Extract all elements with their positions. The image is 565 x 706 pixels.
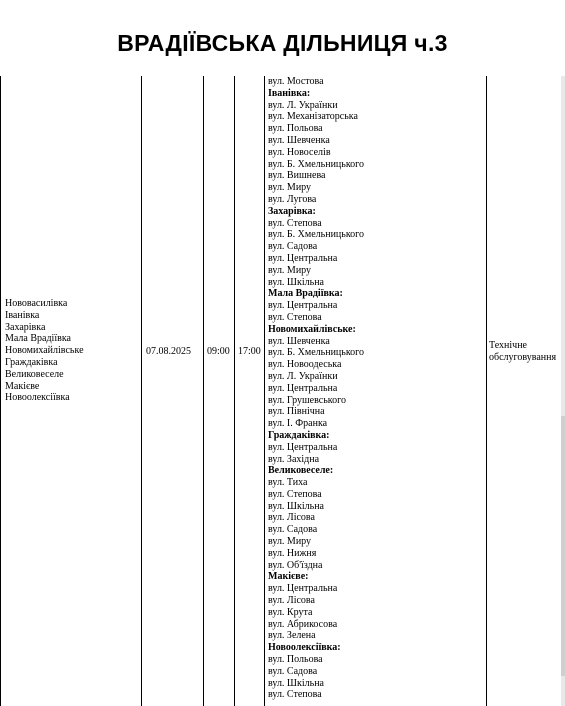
- street-item: вул. Миру: [268, 182, 312, 194]
- street-item: вул. Лісова: [268, 595, 315, 607]
- column-border: [264, 76, 265, 706]
- street-item: вул. Степова: [268, 217, 322, 229]
- settlement-item: Захарівка: [5, 321, 46, 333]
- settlement-item: Новоолексіївка: [5, 392, 70, 404]
- village-heading: Новомихайлівське:: [268, 323, 356, 335]
- village-heading: Новоолексіївка:: [268, 642, 341, 654]
- street-item: вул. Миру: [268, 264, 312, 276]
- settlement-item: Іванівка: [5, 309, 40, 321]
- street-item: вул. Західна: [268, 453, 320, 465]
- time-end-cell: 17:00: [238, 346, 261, 357]
- street-item: вул. Б. Хмельницького: [268, 158, 365, 170]
- street-item: вул. Новоселів: [268, 146, 331, 158]
- status-line: Технічне: [489, 340, 527, 351]
- street-item: вул. Абрикосова: [268, 618, 338, 630]
- column-border: [234, 76, 235, 706]
- street-item: вул. Б. Хмельницького: [268, 229, 365, 241]
- street-item: вул. Л. Українки: [268, 370, 338, 382]
- street-item: вул. Миру: [268, 536, 312, 548]
- page-title: ВРАДІЇВСЬКА ДІЛЬНИЦЯ ч.3: [117, 30, 448, 56]
- column-border: [141, 76, 142, 706]
- street-item: вул. Б. Хмельницького: [268, 347, 365, 359]
- street-item: вул. Центральна: [268, 441, 338, 453]
- street-item: вул. Крута: [268, 606, 313, 618]
- street-item: вул. Мостова: [268, 76, 324, 87]
- settlement-item: Макієве: [5, 380, 40, 392]
- street-item: вул. Механізаторська: [268, 111, 358, 123]
- street-item: вул. Центральна: [268, 252, 338, 264]
- village-heading: Макієве:: [268, 571, 309, 583]
- street-item: вул. Лісова: [268, 512, 315, 524]
- street-item: вул. Польова: [268, 654, 323, 666]
- street-item: вул. Садова: [268, 241, 318, 253]
- village-heading: Захарівка:: [268, 205, 316, 217]
- street-item: вул. Шкільна: [268, 276, 324, 288]
- status-cell: [489, 340, 563, 364]
- street-item: вул. Тиха: [268, 477, 308, 489]
- village-heading: Іванівка:: [268, 87, 311, 99]
- street-item: вул. Об'їздна: [268, 559, 323, 571]
- column-border: [0, 76, 1, 706]
- time-start-cell: 09:00: [207, 346, 230, 357]
- street-item: вул. Садова: [268, 524, 318, 536]
- street-item: вул. Центральна: [268, 583, 338, 595]
- street-item: вул. Вишнева: [268, 170, 326, 182]
- street-item: вул. Центральна: [268, 300, 338, 312]
- column-border: [203, 76, 204, 706]
- settlement-item: Великовеселе: [5, 368, 64, 380]
- street-item: вул. Степова: [268, 689, 322, 701]
- column-border: [486, 76, 487, 706]
- village-heading: Мала Врадіївка:: [268, 288, 343, 300]
- street-item: вул. Шевченка: [268, 335, 330, 347]
- outage-table: [0, 76, 565, 706]
- street-item: вул. Лугова: [268, 193, 317, 205]
- street-item: вул. Садова: [268, 665, 318, 677]
- scrollbar-thumb[interactable]: [561, 416, 565, 676]
- street-item: вул. Північна: [268, 406, 325, 418]
- street-item: вул. Степова: [268, 488, 322, 500]
- village-heading: Великовеселе:: [268, 465, 334, 477]
- street-item: вул. Нижня: [268, 547, 317, 559]
- street-item: вул. Степова: [268, 311, 322, 323]
- street-item: вул. Зелена: [268, 630, 316, 642]
- settlement-item: Мала Врадіївка: [5, 333, 71, 345]
- date-cell: 07.08.2025: [146, 346, 191, 357]
- settlement-item: Нововасилівка: [5, 298, 68, 309]
- status-line: обслуговування: [489, 351, 557, 363]
- street-item: вул. Шевченка: [268, 134, 330, 146]
- settlements-cell: [5, 298, 139, 404]
- settlement-item: Граждаківка: [5, 356, 58, 368]
- street-item: вул. Шкільна: [268, 500, 324, 512]
- street-item: вул. Польова: [268, 123, 323, 135]
- village-heading: Граждаківка:: [268, 429, 330, 441]
- street-item: вул. Л. Українки: [268, 99, 338, 111]
- street-item: вул. Центральна: [268, 382, 338, 394]
- streets-cell: [268, 76, 483, 701]
- settlement-item: Новомихайлівське: [5, 345, 84, 357]
- street-item: вул. І. Франка: [268, 418, 328, 430]
- street-item: вул. Шкільна: [268, 677, 324, 689]
- street-item: вул. Новоодеська: [268, 359, 342, 371]
- street-item: вул. Грушевського: [268, 394, 346, 406]
